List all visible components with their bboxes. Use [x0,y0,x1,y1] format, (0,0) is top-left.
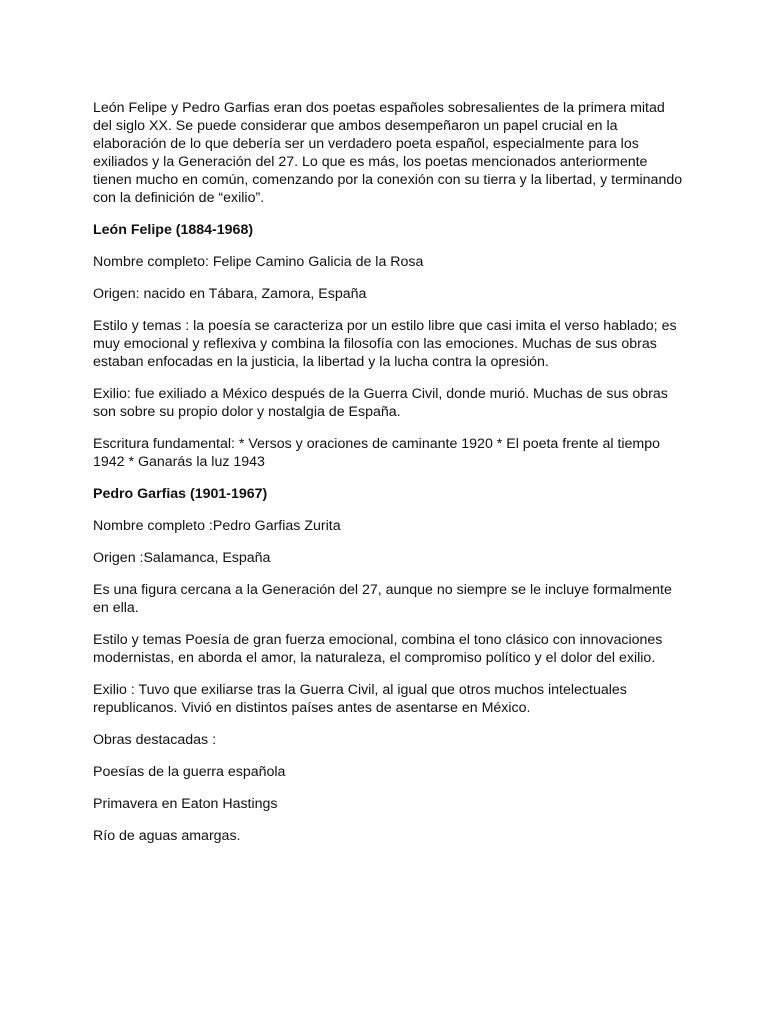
leon-exilio: Exilio: fue exiliado a México después de la Guerra Civil, donde murió. Muchas de sus obras son sobre su propio dolor y nostalgia de España. [93,386,668,420]
pedro-obras-label: Obras destacadas : [93,732,217,748]
leon-escritura: Escritura fundamental: * Versos y oraciones de caminante 1920 * El poeta frente al tiempo 1942 * Ganarás la luz 1943 [93,436,661,470]
leon-nombre: Nombre completo: Felipe Camino Galicia de la Rosa [93,254,424,270]
document-body [93,99,683,859]
pedro-garfias-heading: Pedro Garfias (1901-1967) [93,486,268,502]
pedro-obra-item: Río de aguas amargas. [93,828,241,844]
pedro-obra-item: Primavera en Eaton Hastings [93,796,278,812]
leon-felipe-heading: León Felipe (1884-1968) [93,222,254,238]
leon-estilo: Estilo y temas : la poesía se caracteriza por un estilo libre que casi imita el verso hablado; es muy emocional y reflexiva y combina la filosofía con las emociones. Muchas de sus obras estaban enfocadas en la justicia, la libertad y la lucha contra la opresión. [93,318,677,370]
pedro-estilo: Estilo y temas Poesía de gran fuerza emocional, combina el tono clásico con innovaciones modernistas, en aborda el amor, la naturaleza, el compromiso político y el dolor del exilio. [93,632,663,666]
pedro-obra-item: Poesías de la guerra española [93,764,286,780]
leon-origen: Origen: nacido en Tábara, Zamora, España [93,286,367,302]
pedro-generacion: Es una figura cercana a la Generación del 27, aunque no siempre se le incluye formalmente en ella. [93,582,672,616]
pedro-nombre: Nombre completo :Pedro Garfias Zurita [93,518,341,534]
pedro-origen: Origen :Salamanca, España [93,550,271,566]
intro-paragraph: León Felipe y Pedro Garfias eran dos poetas españoles sobresalientes de la primera mitad del siglo XX. Se puede considerar que ambos desempeñaron un papel crucial en la elaboración de lo que debería ser un verdadero poeta español, especialmente para los exiliados y la Generación del 27. Lo que es más, los poetas mencionados anteriormente tienen mucho en común, comenzando por la conexión con su tierra y la libertad, y terminando con la definición de “exilio”. [93,100,683,206]
pedro-exilio: Exilio : Tuvo que exiliarse tras la Guerra Civil, al igual que otros muchos intelectuales republicanos. Vivió en distintos países antes de asentarse en México. [93,682,627,716]
